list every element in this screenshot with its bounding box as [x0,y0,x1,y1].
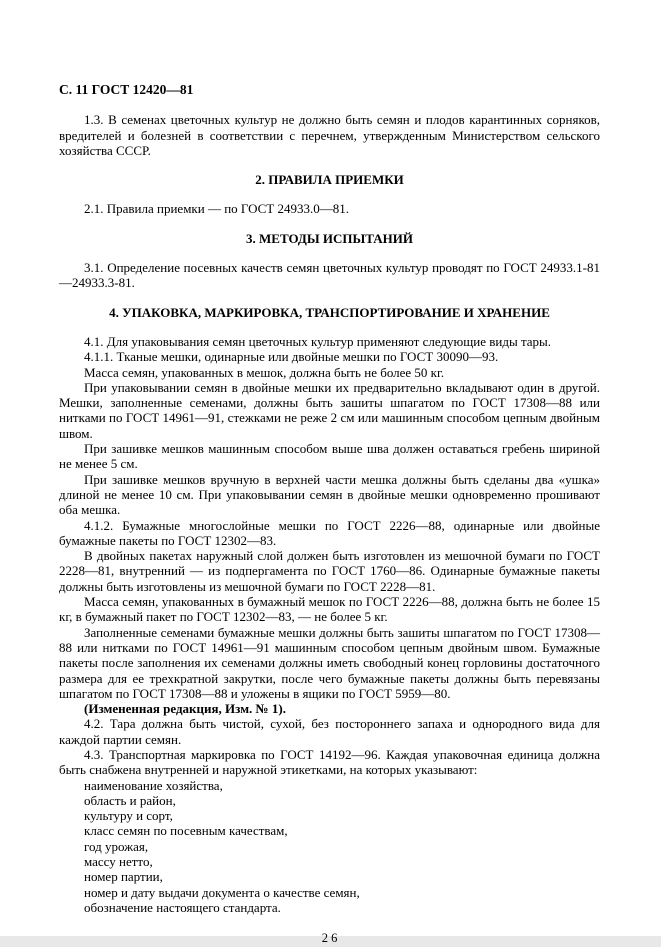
clause-1-3: 1.3. В семенах цветочных культур не должно быть семян и плодов карантинных сорняков, вредителей и болезней в соответствии с перечнем, утвержденным Министерством сельского хозяйства СССР. [59,112,600,158]
running-header: С. 11 ГОСТ 12420—81 [59,82,194,97]
label-item-harvest-year: год урожая, [84,838,149,854]
section-4-heading: 4. УПАКОВКА, МАРКИРОВКА, ТРАНСПОРТИРОВАНИЕ И ХРАНЕНИЕ [109,304,550,320]
clause-3-1: 3.1. Определение посевных качеств семян цветочных культур проводят по ГОСТ 24933.1-81—24933.3-81. [59,260,600,291]
label-item-region: область и район, [84,792,176,808]
para-double-bags: При упаковывании семян в двойные мешки их предварительно вкладывают один в другой. Мешки, заполненные семенами, должны быть зашиты шпагатом по ГОСТ 17308—88 или нитками по ГОСТ 14961—91, стежками не реже 2 см или машинным способом цепным двойным швом. [59,379,600,441]
para-bag-mass-limit: Масса семян, упакованных в мешок, должна быть не более 50 кг. [84,364,445,380]
page-number: 2 6 [321,931,338,946]
label-item-crop-sort: культуру и сорт, [84,808,173,824]
para-filled-paper-bags: Заполненные семенами бумажные мешки должны быть зашиты шпагатом по ГОСТ 17308—88 или нитками по ГОСТ 14961—91 машинным способом цепным двойным швом. Бумажные пакеты после заполнения их семенами должны иметь свободный конец горловины достаточного размера для ее трехкратной закрутки, после чего бумажные пакеты должны быть перевязаны шпагатом по ГОСТ 17308—88 и уложены в ящики по ГОСТ 5959—80. [59,624,600,701]
label-item-batch-number: номер партии, [84,869,163,885]
section-3-heading: 3. МЕТОДЫ ИСПЫТАНИЙ [246,230,413,246]
clause-4-2: 4.2. Тара должна быть чистой, сухой, без постороннего запаха и однородного вида для каждой партии семян. [59,716,600,747]
para-hand-seam: При зашивке мешков вручную в верхней части мешка должны быть сделаны два «ушка» длиной не менее 10 см. При упаковывании семян в двойные мешки одновременно прошивают оба мешка. [59,471,600,518]
para-machine-seam: При зашивке мешков машинным способом выше шва должен оставаться гребень шириной не менее 5 см. [59,441,600,472]
label-item-standard-designation: обозначение настоящего стандарта. [84,899,281,915]
clause-4-1: 4.1. Для упаковывания семян цветочных культур применяют следующие виды тары. [84,333,552,349]
para-paper-mass-limit: Масса семян, упакованных в бумажный мешок по ГОСТ 2226—88, должна быть не более 15 кг, в бумажный пакет по ГОСТ 12302—83, — не более 5 кг. [59,594,600,625]
clause-2-1: 2.1. Правила приемки — по ГОСТ 24933.0—81. [84,201,350,217]
label-item-net-mass: массу нетто, [84,854,153,870]
clause-4-1-1: 4.1.1. Тканые мешки, одинарные или двойные мешки по ГОСТ 30090—93. [84,349,499,365]
amendment-note: (Измененная редакция, Изм. № 1). [84,701,286,717]
label-item-farm-name: наименование хозяйства, [84,777,223,793]
label-item-quality-doc: номер и дату выдачи документа о качестве семян, [84,884,360,900]
clause-4-3: 4.3. Транспортная маркировка по ГОСТ 14192—96. Каждая упаковочная единица должна быть снабжена внутренней и наружной этикетками, на которых указывают: [59,746,600,778]
section-2-heading: 2. ПРАВИЛА ПРИЕМКИ [255,172,404,188]
label-item-seed-class: класс семян по посевным качествам, [84,823,288,839]
para-double-packets: В двойных пакетах наружный слой должен быть изготовлен из мешочной бумаги по ГОСТ 2228—81, внутренний — из подпергамента по ГОСТ 1760—86. Одинарные бумажные пакеты должны быть изготовлены из мешочной бумаги по ГОСТ 2228—81. [59,548,600,594]
clause-4-1-2: 4.1.2. Бумажные многослойные мешки по ГОСТ 2226—88, одинарные или двойные бумажные пакеты по ГОСТ 12302—83. [59,517,600,548]
